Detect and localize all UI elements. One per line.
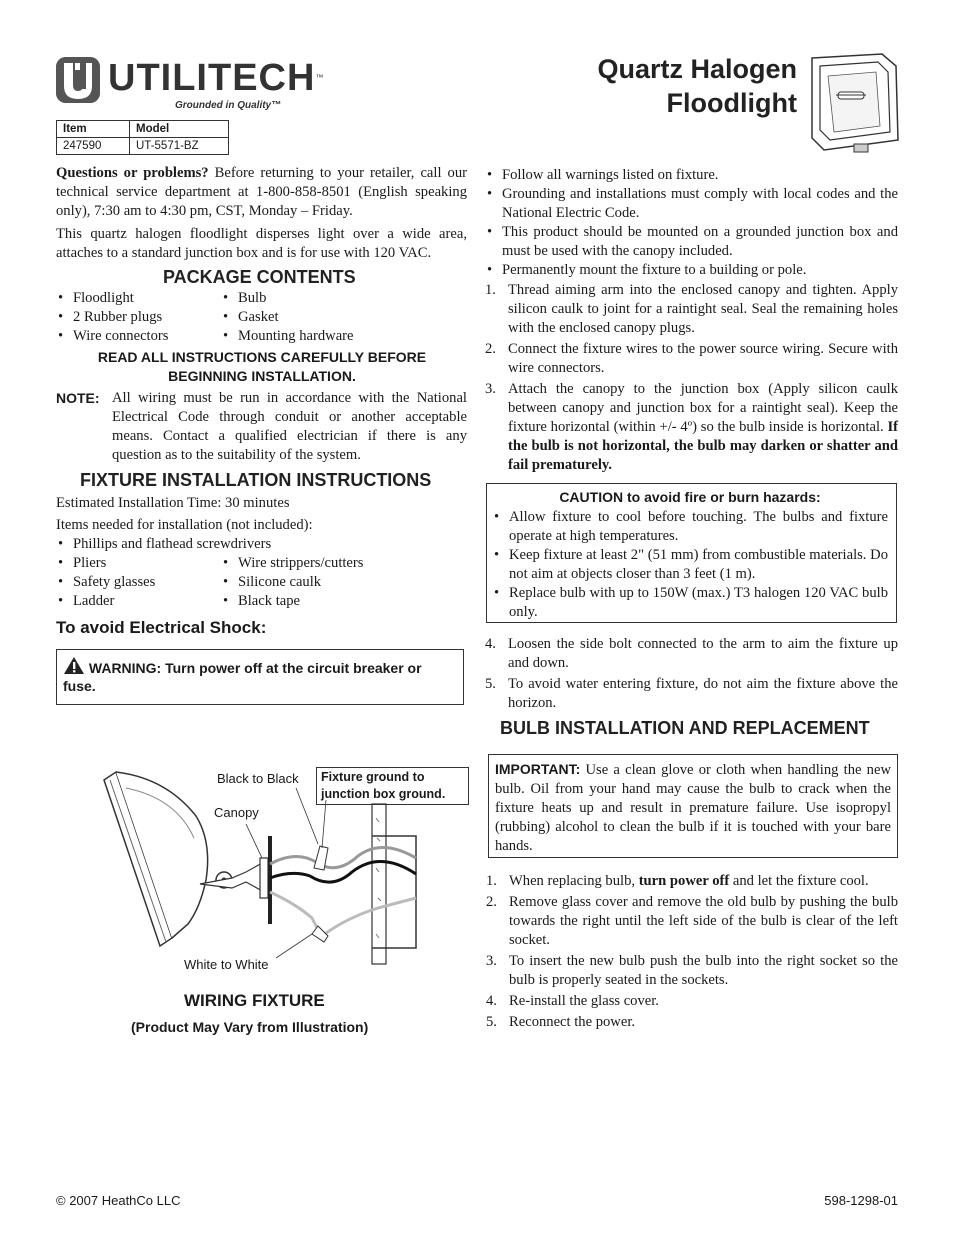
list-item: 2. Remove glass cover and remove the old bulb by pushing the bulb towards the right until the left side of the bulb is clear of the left socket.	[486, 894, 898, 948]
list-item: • Gasket	[221, 308, 461, 327]
warning-box	[56, 649, 464, 705]
list-item: • Ladder	[56, 592, 221, 611]
list-item: 2. Connect the fixture wires to the power source wiring. Secure with wire connectors.	[485, 341, 898, 376]
footer-doc-number: 598-1298-01	[824, 1193, 898, 1208]
list-item: • Silicone caulk	[221, 573, 461, 592]
white-wire	[270, 892, 416, 936]
important-text: Use a clean glove or cloth when handling the new bulb. Oil from your hand may cause the bulb to crack when the fixture heats up and result in premature failure. Use isopropyl (rubbing) alcohol to clean the bulb if it is touched with your bare hands.	[495, 762, 891, 854]
list-item: • Follow all warnings listed on fixture.	[485, 166, 898, 185]
list-item: • Allow fixture to cool before touching. The bulbs and fixture operate at high temperatures.	[492, 508, 888, 546]
caution-box	[486, 483, 897, 623]
list-item: • Replace bulb with up to 150W (max.) T3 halogen 120 VAC bulb only.	[492, 584, 888, 622]
list-item: • 2 Rubber plugs	[56, 308, 221, 327]
list-item: • This product should be mounted on a grounded junction box and must be used with the canopy included.	[485, 223, 898, 261]
package-contents-heading: PACKAGE CONTENTS	[163, 267, 356, 287]
wiring-fixture-subcaption: (Product May Vary from Illustration)	[131, 1019, 369, 1035]
model-header: Model	[130, 121, 229, 138]
list-item: • Grounding and installations must comply with local codes and the National Electric Code.	[485, 185, 898, 223]
mounting-surface	[372, 804, 386, 964]
general-warnings-list	[485, 166, 898, 280]
list-item: • Mounting hardware	[221, 327, 461, 346]
list-item: 4. Re-install the glass cover.	[486, 993, 659, 1009]
floodlight-product-illustration	[808, 52, 900, 156]
list-item: 3. Attach the canopy to the junction box (Apply silicon caulk between canopy and junction box for a raintight seal). Keep the fixture horizontal (within +/- 4º) so the bulb inside is horizontal. If the bulb is not horizontal, the bulb may darken or shatter and fail prematurely.	[485, 381, 898, 473]
warning-text: Turn power off at the circuit breaker or fuse.	[63, 660, 422, 694]
items-needed-label: Items needed for installation (not included):	[56, 517, 313, 533]
list-item: 4. Loosen the side bolt connected to the arm to aim the fixture up and down.	[485, 636, 898, 671]
warning-label: WARNING:	[88, 660, 162, 676]
item-header: Item	[57, 121, 130, 138]
list-item: • Phillips and flathead screwdrivers	[56, 535, 456, 554]
item-model-table	[56, 120, 229, 155]
label-black-to-black: Black to Black	[217, 771, 299, 786]
list-item: • Safety glasses	[56, 573, 221, 592]
read-all-instructions: READ ALL INSTRUCTIONS CAREFULLY BEFORE BEGINNING INSTALLATION.	[97, 349, 427, 384]
list-item: • Floodlight	[56, 289, 221, 308]
caution-heading: CAUTION to avoid fire or burn hazards:	[559, 489, 821, 505]
list-item: • Permanently mount the fixture to a building or pole.	[485, 261, 898, 280]
tools-list-full	[56, 535, 456, 554]
intro-section: Questions or problems? Before returning to your retailer, call our technical service department at 1-800-858-8501 (English speaking only), 7:30 am to 4:30 pm, CST, Monday – Friday. This quartz halogen floodlight disperses light over a wide area, attaches to a standard junction box and is for use with 120 VAC.	[56, 165, 467, 261]
installation-steps-a	[485, 281, 898, 477]
list-item: • Pliers	[56, 554, 221, 573]
important-label: IMPORTANT:	[495, 761, 581, 777]
ground-note-box: Fixture ground to junction box ground.	[316, 767, 469, 805]
package-contents-list-left	[56, 289, 221, 346]
list-item: • Bulb	[221, 289, 461, 308]
tools-list-right	[221, 554, 461, 611]
list-item: • Black tape	[221, 592, 461, 611]
list-item: 1. Thread aiming arm into the enclosed canopy and tighten. Apply silicon caulk to joint for a raintight seal. Seal the remaining holes with the enclosed canopy plugs.	[485, 282, 898, 336]
item-value: 247590	[57, 138, 130, 155]
list-item: 5. Reconnect the power.	[486, 1014, 636, 1030]
note-label: NOTE:	[56, 390, 100, 406]
brand-logo-mark	[56, 57, 100, 103]
list-item: • Keep fixture at least 2" (51 mm) from combustible materials. Do not aim at objects closer than 3 feet (1 m).	[492, 546, 888, 584]
list-item: 5. To avoid water entering fixture, do not aim the fixture above the horizon.	[485, 676, 898, 711]
tools-list-left	[56, 554, 221, 611]
warning-triangle-icon	[63, 656, 85, 675]
list-item: 1. When replacing bulb, turn power off and let the fixture cool.	[486, 873, 869, 889]
install-time: Estimated Installation Time: 30 minutes	[56, 495, 290, 511]
important-box	[488, 754, 898, 858]
list-item: • Wire connectors	[56, 327, 221, 346]
bulb-installation-heading: BULB INSTALLATION AND REPLACEMENT	[500, 718, 870, 738]
brand-name: UTILITECH™	[108, 57, 325, 99]
brand-tagline: Grounded in Quality™	[175, 100, 282, 111]
caution-list	[492, 508, 888, 622]
installation-steps-b	[485, 635, 898, 715]
fixture-installation-heading: FIXTURE INSTALLATION INSTRUCTIONS	[80, 470, 432, 490]
list-item: 3. To insert the new bulb push the bulb into the right socket so the bulb is properly seated in the sockets.	[486, 953, 898, 988]
label-white-to-white: White to White	[184, 957, 269, 972]
wire-connector-white	[312, 926, 328, 942]
page-title: Quartz Halogen Floodlight	[597, 54, 797, 118]
ut-logo-icon	[56, 57, 100, 103]
bulb-steps	[486, 872, 898, 1034]
footer-copyright: © 2007 HeathCo LLC	[56, 1193, 181, 1208]
model-value: UT-5571-BZ	[130, 138, 229, 155]
wiring-fixture-caption: WIRING FIXTURE	[184, 991, 325, 1010]
label-canopy: Canopy	[214, 805, 259, 820]
package-contents-list-right	[221, 289, 461, 346]
note-text: All wiring must be run in accordance with the National Electrical Code through conduit or another acceptable means. Contact a qualified electrician if there is any question as to the suitability of the system.	[112, 390, 467, 463]
list-item: • Wire strippers/cutters	[221, 554, 461, 573]
electrical-shock-heading: To avoid Electrical Shock:	[56, 618, 267, 637]
